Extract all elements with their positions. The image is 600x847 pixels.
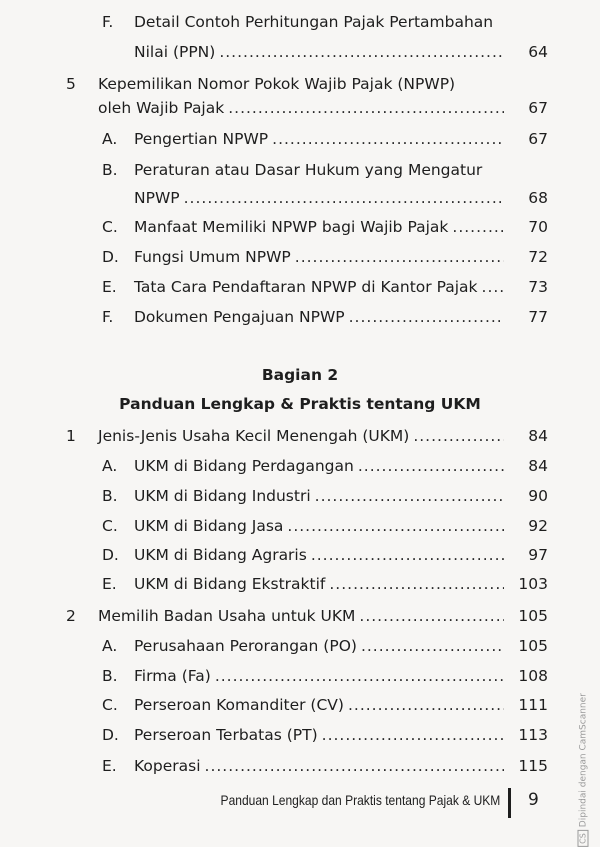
scanner-watermark (573, 693, 593, 844)
footer-page-number: 9 (528, 790, 539, 810)
entry-page: 105 (518, 607, 548, 625)
leader-dots (219, 40, 504, 64)
toc-entry (0, 604, 600, 628)
entry-page: 73 (528, 278, 548, 296)
entry-page: 111 (518, 696, 548, 714)
entry-title-line-1: Kepemilikan Nomor Pokok Wajib Pajak (NPWP) (98, 75, 456, 93)
leader-dots (311, 543, 504, 567)
leader-dots (215, 664, 504, 688)
entry-page: 77 (528, 308, 548, 326)
entry-title: Dokumen Pengajuan NPWP ..... (134, 305, 508, 329)
entry-title: Perusahaan Perorangan (PO) ..... (134, 634, 508, 658)
toc-entry (0, 454, 600, 478)
entry-title: Fungsi Umum NPWP ..... (134, 245, 508, 269)
entry-title-line-2: Nilai (PPN) ..... (134, 40, 508, 64)
entry-page: 68 (528, 189, 548, 207)
entry-title: Firma (Fa) ..... (134, 664, 508, 688)
entry-letter: A. (102, 130, 118, 148)
leader-dots (315, 484, 504, 508)
toc-entry (0, 664, 600, 688)
entry-letter: C. (102, 517, 118, 535)
entry-page: 90 (528, 487, 548, 505)
entry-page: 92 (528, 517, 548, 535)
entry-title-line-1: Detail Contoh Perhitungan Pajak Pertambahan (134, 13, 494, 31)
entry-letter: E. (102, 575, 117, 593)
entry-title-line-2: NPWP ..... (134, 186, 508, 210)
camscanner-logo-icon: CS (578, 830, 589, 847)
entry-title: UKM di Bidang Ekstraktif ..... (134, 572, 508, 596)
toc-entry (0, 634, 600, 658)
section-heading: Bagian 2 (261, 366, 339, 384)
leader-dots (361, 634, 504, 658)
toc-entry-continuation (0, 40, 600, 64)
leader-dots (272, 127, 504, 151)
toc-entry (0, 484, 600, 508)
entry-title: Manfaat Memiliki NPWP bagi Wajib Pajak ..... (134, 215, 508, 239)
entry-title: Koperasi ..... (134, 754, 508, 778)
page-footer (0, 788, 600, 818)
entry-title: Pengertian NPWP ..... (134, 127, 508, 151)
entry-title: Tata Cara Pendaftaran NPWP di Kantor Pajak ..... (134, 275, 508, 299)
leader-dots (413, 424, 504, 448)
entry-page: 97 (528, 546, 548, 564)
entry-page: 70 (528, 218, 548, 236)
leader-dots (329, 572, 504, 596)
leader-dots (205, 754, 504, 778)
toc-entry (0, 10, 600, 34)
entry-page: 105 (518, 637, 548, 655)
toc-entry (0, 275, 600, 299)
entry-letter: F. (102, 308, 114, 326)
entry-letter: F. (102, 13, 114, 31)
entry-letter: B. (102, 161, 118, 179)
leader-dots (287, 514, 504, 538)
leader-dots (348, 693, 504, 717)
entry-letter: A. (102, 457, 118, 475)
entry-page: 67 (528, 130, 548, 148)
entry-title-line-2: oleh Wajib Pajak ..... (98, 96, 508, 120)
entry-page: 115 (518, 757, 548, 775)
entry-title: Memilih Badan Usaha untuk UKM ..... (98, 604, 508, 628)
entry-title: UKM di Bidang Industri ..... (134, 484, 508, 508)
section-title: Panduan Lengkap & Praktis tentang UKM (119, 395, 481, 413)
entry-page: 113 (518, 726, 548, 744)
entry-letter: B. (102, 667, 118, 685)
entry-number: 2 (66, 607, 76, 625)
entry-title: Perseroan Terbatas (PT) ..... (134, 723, 508, 747)
entry-page: 72 (528, 248, 548, 266)
entry-page: 64 (528, 43, 548, 61)
leader-dots (482, 275, 504, 299)
entry-letter: D. (102, 726, 119, 744)
toc-entry (0, 723, 600, 747)
entry-title-line-1: Peraturan atau Dasar Hukum yang Mengatur (134, 161, 483, 179)
entry-letter: E. (102, 757, 117, 775)
toc-entry (0, 424, 600, 448)
leader-dots (228, 96, 504, 120)
entry-letter: D. (102, 546, 119, 564)
toc-entry (0, 572, 600, 596)
leader-dots (349, 305, 504, 329)
toc-entry (0, 543, 600, 567)
entry-title: Jenis-Jenis Usaha Kecil Menengah (UKM) ..... (98, 424, 508, 448)
entry-letter: D. (102, 248, 119, 266)
leader-dots (359, 604, 504, 628)
scanner-watermark-text: CSDipindai dengan CamScanner (578, 693, 589, 847)
toc-entry (0, 514, 600, 538)
leader-dots (184, 186, 504, 210)
toc-entry (0, 72, 600, 96)
footer-divider (508, 788, 511, 818)
entry-page: 108 (518, 667, 548, 685)
toc-entry (0, 245, 600, 269)
entry-page: 103 (518, 575, 548, 593)
footer-book-title: Panduan Lengkap dan Praktis tentang Pajak & UKM (220, 792, 500, 808)
toc-entry (0, 693, 600, 717)
toc-entry-continuation (0, 186, 600, 210)
entry-title: UKM di Bidang Agraris ..... (134, 543, 508, 567)
toc-entry (0, 158, 600, 182)
leader-dots (358, 454, 504, 478)
leader-dots (322, 723, 504, 747)
entry-title: UKM di Bidang Jasa ..... (134, 514, 508, 538)
toc-entry-continuation (0, 96, 600, 120)
entry-letter: A. (102, 637, 118, 655)
entry-letter: E. (102, 278, 117, 296)
entry-page: 67 (528, 99, 548, 117)
entry-number: 1 (66, 427, 76, 445)
entry-letter: C. (102, 696, 118, 714)
toc-entry (0, 215, 600, 239)
leader-dots (295, 245, 504, 269)
toc-entry (0, 754, 600, 778)
entry-number: 5 (66, 75, 76, 93)
entry-page: 84 (528, 427, 548, 445)
entry-page: 84 (528, 457, 548, 475)
toc-entry (0, 305, 600, 329)
toc-entry (0, 127, 600, 151)
entry-title: UKM di Bidang Perdagangan ..... (134, 454, 508, 478)
entry-letter: B. (102, 487, 118, 505)
entry-title: Perseroan Komanditer (CV) ..... (134, 693, 508, 717)
entry-letter: C. (102, 218, 118, 236)
leader-dots (452, 215, 504, 239)
